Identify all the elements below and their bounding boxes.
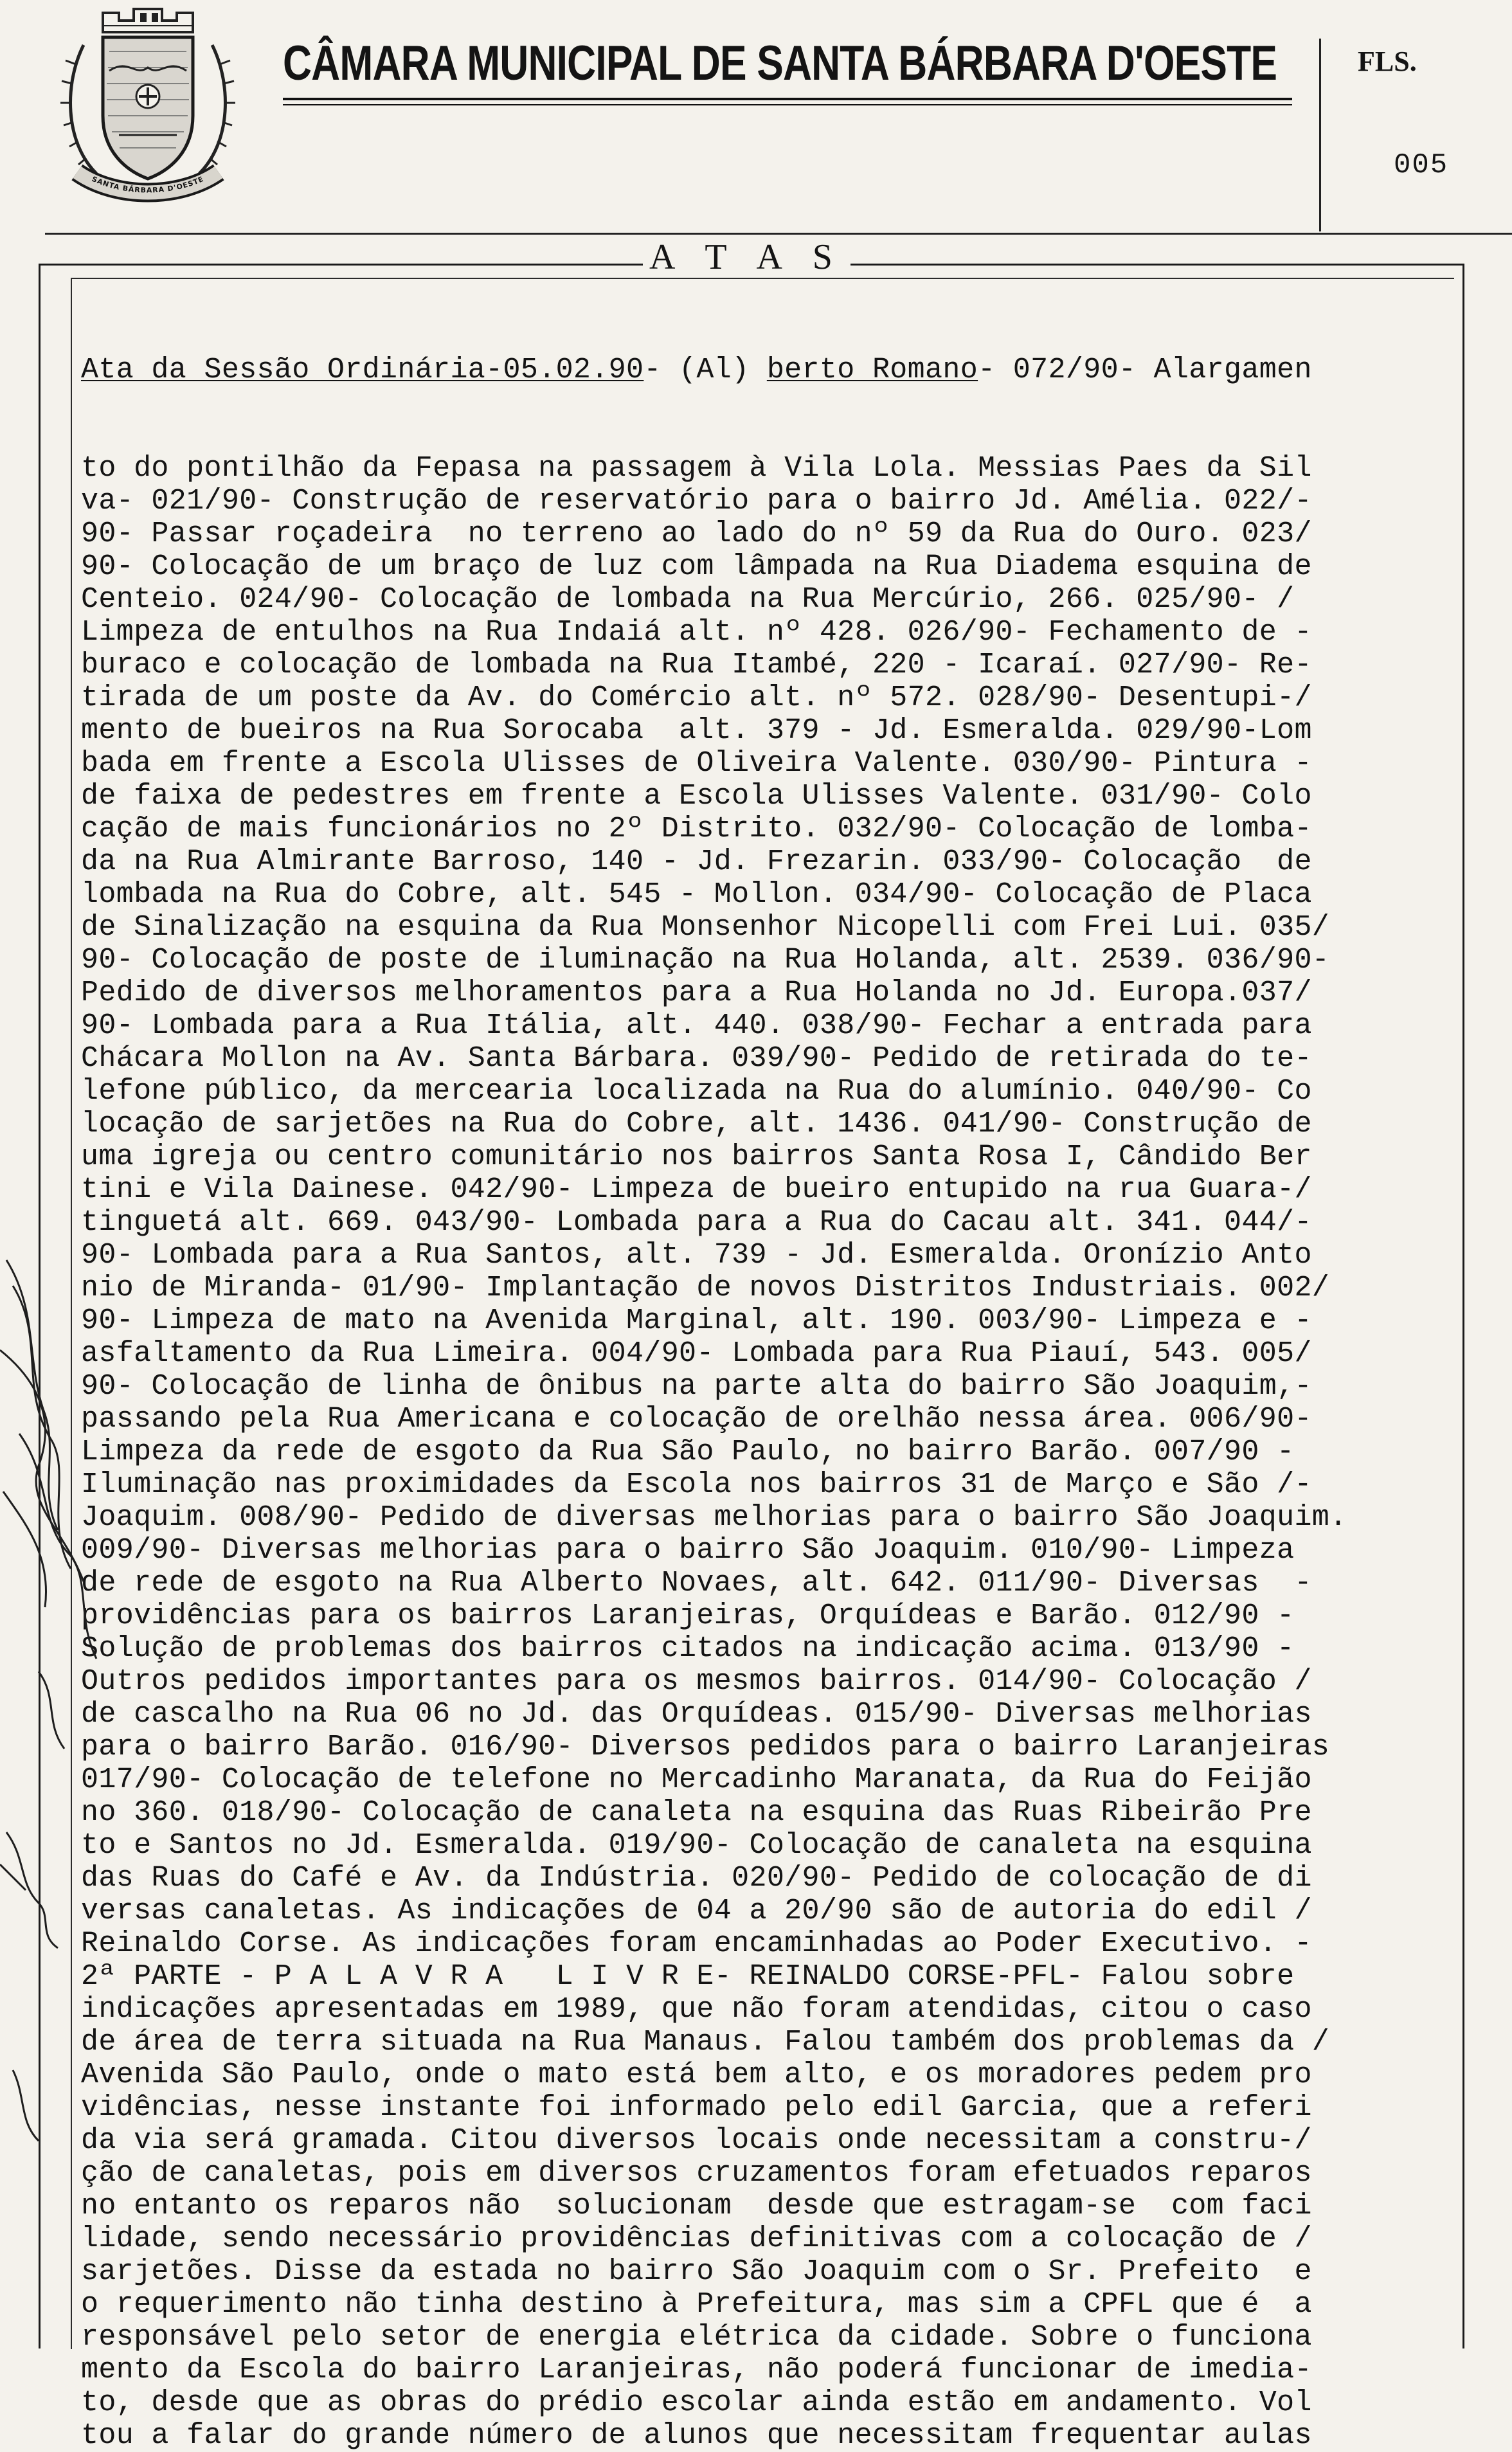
text-line: sarjetões. Disse da estada no bairro São Joaquim com o Sr. Prefeito e bbox=[81, 2255, 1312, 2288]
text-line: tirada de um poste da Av. do Comércio alt. nº 572. 028/90- Desentupi-/ bbox=[81, 681, 1312, 714]
svg-text:SANTA BÁRBARA D'OESTE: SANTA BÁRBARA D'OESTE bbox=[90, 174, 206, 195]
municipal-coat-of-arms-icon bbox=[58, 6, 238, 212]
text-segment: - (Al) bbox=[644, 354, 767, 386]
text-line: de área de terra situada na Rua Manaus. Falou também dos problemas da / bbox=[81, 2026, 1330, 2059]
text-line: passando pela Rua Americana e colocação de orelhão nessa área. 006/90- bbox=[81, 1403, 1312, 1436]
text-line: lombada na Rua do Cobre, alt. 545 - Mollon. 034/90- Colocação de Placa bbox=[81, 878, 1312, 911]
text-segment: - 072/90- Alargamen bbox=[978, 354, 1312, 386]
text-line: da na Rua Almirante Barroso, 140 - Jd. Frezarin. 033/90- Colocação de bbox=[81, 845, 1312, 878]
text-line: Centeio. 024/90- Colocação de lombada na Rua Mercúrio, 266. 025/90- / bbox=[81, 583, 1295, 616]
text-line: to e Santos no Jd. Esmeralda. 019/90- Colocação de canaleta na esquina bbox=[81, 1829, 1312, 1862]
text-line: va- 021/90- Construção de reservatório para o bairro Jd. Amélia. 022/- bbox=[81, 485, 1312, 518]
header-divider bbox=[1319, 39, 1321, 231]
text-line: 90- Lombada para a Rua Itália, alt. 440. 038/90- Fechar a entrada para bbox=[81, 1009, 1312, 1042]
text-line: tou a falar do grande número de alunos que necessitam frequentar aulas bbox=[81, 2419, 1312, 2452]
text-line: 90- Lombada para a Rua Santos, alt. 739 - Jd. Esmeralda. Oronízio Anto bbox=[81, 1239, 1312, 1272]
text-line: no entanto os reparos não solucionam desde que estragam-se com faci bbox=[81, 2190, 1312, 2222]
page-number: 005 bbox=[1394, 149, 1449, 181]
text-line: cação de mais funcionários no 2º Distrito. 032/90- Colocação de lomba- bbox=[81, 813, 1312, 845]
text-line: lidade, sendo necessário providências definitivas com a colocação de / bbox=[81, 2222, 1312, 2255]
fls-label: FLS. bbox=[1358, 46, 1417, 77]
text-line: Limpeza da rede de esgoto da Rua São Paulo, no bairro Barão. 007/90 - bbox=[81, 1436, 1295, 1468]
text-line: 90- Limpeza de mato na Avenida Marginal, alt. 190. 003/90- Limpeza e - bbox=[81, 1304, 1312, 1337]
text-line: vidências, nesse instante foi informado pelo edil Garcia, que a referi bbox=[81, 2091, 1312, 2124]
text-line: Solução de problemas dos bairros citados na indicação acima. 013/90 - bbox=[81, 1632, 1295, 1665]
text-line: 009/90- Diversas melhorias para o bairro São Joaquim. 010/90- Limpeza bbox=[81, 1534, 1295, 1567]
text-line: responsável pelo setor de energia elétrica da cidade. Sobre o funciona bbox=[81, 2321, 1312, 2354]
text-line: providências para os bairros Laranjeiras, Orquídeas e Barão. 012/90 - bbox=[81, 1600, 1295, 1632]
text-line: locação de sarjetões na Rua do Cobre, alt. 1436. 041/90- Construção de bbox=[81, 1108, 1312, 1140]
text-line: Limpeza de entulhos na Rua Indaiá alt. nº 428. 026/90- Fechamento de - bbox=[81, 616, 1312, 649]
text-line: 90- Colocação de um braço de luz com lâmpada na Rua Diadema esquina de bbox=[81, 550, 1312, 583]
session-heading: Ata da Sessão Ordinária-05.02.90 bbox=[81, 354, 644, 386]
text-line: no 360. 018/90- Colocação de canaleta na esquina das Ruas Ribeirão Pre bbox=[81, 1796, 1312, 1829]
page-title: CÂMARA MUNICIPAL DE SANTA BÁRBARA D'OESTE bbox=[283, 36, 1277, 91]
text-line: Reinaldo Corse. As indicações foram encaminhadas ao Poder Executivo. - bbox=[81, 1927, 1312, 1960]
text-line: versas canaletas. As indicações de 04 a 20/90 são de autoria do edil / bbox=[81, 1895, 1312, 1927]
text-line: de faixa de pedestres em frente a Escola Ulisses Valente. 031/90- Colo bbox=[81, 780, 1312, 813]
text-line: buraco e colocação de lombada na Rua Itambé, 220 - Icaraí. 027/90- Re- bbox=[81, 649, 1312, 681]
councillor-name: berto Romano bbox=[766, 354, 978, 386]
text-line: das Ruas do Café e Av. da Indústria. 020/90- Pedido de colocação de di bbox=[81, 1862, 1312, 1895]
text-line: Chácara Mollon na Av. Santa Bárbara. 039/90- Pedido de retirada do te- bbox=[81, 1042, 1312, 1075]
text-line: Outros pedidos importantes para os mesmos bairros. 014/90- Colocação / bbox=[81, 1665, 1312, 1698]
text-line: da via será gramada. Citou diversos locais onde necessitam a constru-/ bbox=[81, 2124, 1312, 2157]
text-line: para o bairro Barão. 016/90- Diversos pedidos para o bairro Laranjeiras bbox=[81, 1731, 1330, 1763]
text-line: to, desde que as obras do prédio escolar ainda estão em andamento. Vol bbox=[81, 2386, 1312, 2419]
text-line: 90- Colocação de linha de ônibus na parte alta do bairro São Joaquim,- bbox=[81, 1370, 1312, 1403]
text-line: Iluminação nas proximidades da Escola nos bairros 31 de Março e São /- bbox=[81, 1468, 1312, 1501]
title-underline bbox=[283, 98, 1292, 100]
text-line: indicações apresentadas em 1989, que não foram atendidas, citou o caso bbox=[81, 1993, 1312, 2026]
text-line: uma igreja ou centro comunitário nos bairros Santa Rosa I, Cândido Ber bbox=[81, 1140, 1312, 1173]
text-line: Avenida São Paulo, onde o mato está bem alto, e os moradores pedem pro bbox=[81, 2059, 1312, 2091]
text-line: tini e Vila Dainese. 042/90- Limpeza de bueiro entupido na rua Guara-/ bbox=[81, 1173, 1312, 1206]
text-line: bada em frente a Escola Ulisses de Oliveira Valente. 030/90- Pintura - bbox=[81, 747, 1312, 780]
text-line: ção de canaletas, pois em diversos cruzamentos foram efetuados reparos bbox=[81, 2157, 1312, 2190]
text-line: o requerimento não tinha destino à Prefeitura, mas sim a CPFL que é a bbox=[81, 2288, 1312, 2321]
text-line: de rede de esgoto na Rua Alberto Novaes, alt. 642. 011/90- Diversas - bbox=[81, 1567, 1312, 1600]
title-underline-thin bbox=[283, 104, 1292, 105]
text-line: de Sinalização na esquina da Rua Monsenhor Nicopelli com Frei Lui. 035/ bbox=[81, 911, 1330, 944]
text-line: Joaquim. 008/90- Pedido de diversas melhorias para o bairro São Joaquim. bbox=[81, 1501, 1347, 1534]
text-line: asfaltamento da Rua Limeira. 004/90- Lombada para Rua Piauí, 543. 005/ bbox=[81, 1337, 1312, 1370]
text-line: to do pontilhão da Fepasa na passagem à Vila Lola. Messias Paes da Sil bbox=[81, 452, 1312, 485]
handwritten-signature-icon bbox=[0, 1221, 129, 2343]
minutes-text bbox=[81, 288, 1457, 2452]
text-line: 017/90- Colocação de telefone no Mercadinho Maranata, da Rua do Feijão bbox=[81, 1763, 1312, 1796]
text-line: nio de Miranda- 01/90- Implantação de novos Distritos Industriais. 002/ bbox=[81, 1272, 1330, 1304]
text-line: lefone público, da mercearia localizada na Rua do alumínio. 040/90- Co bbox=[81, 1075, 1312, 1108]
text-line: mento de bueiros na Rua Sorocaba alt. 379 - Jd. Esmeralda. 029/90-Lom bbox=[81, 714, 1312, 747]
text-line: tinguetá alt. 669. 043/90- Lombada para a Rua do Cacau alt. 341. 044/- bbox=[81, 1206, 1312, 1239]
text-line: de cascalho na Rua 06 no Jd. das Orquídeas. 015/90- Diversas melhorias bbox=[81, 1698, 1312, 1731]
header-rule bbox=[45, 233, 1512, 235]
text-line bbox=[81, 354, 1457, 386]
section-title: A T A S bbox=[643, 237, 851, 278]
text-line: 90- Colocação de poste de iluminação na Rua Holanda, alt. 2539. 036/90- bbox=[81, 944, 1330, 977]
text-line: 2ª PARTE - P A L A V R A L I V R E- REINALDO CORSE-PFL- Falou sobre bbox=[81, 1960, 1295, 1993]
text-line: Pedido de diversos melhoramentos para a Rua Holanda no Jd. Europa.037/ bbox=[81, 977, 1312, 1009]
text-line: 90- Passar roçadeira no terreno ao lado do nº 59 da Rua do Ouro. 023/ bbox=[81, 518, 1312, 550]
text-line: mento da Escola do bairro Laranjeiras, não poderá funcionar de imedia- bbox=[81, 2354, 1312, 2386]
